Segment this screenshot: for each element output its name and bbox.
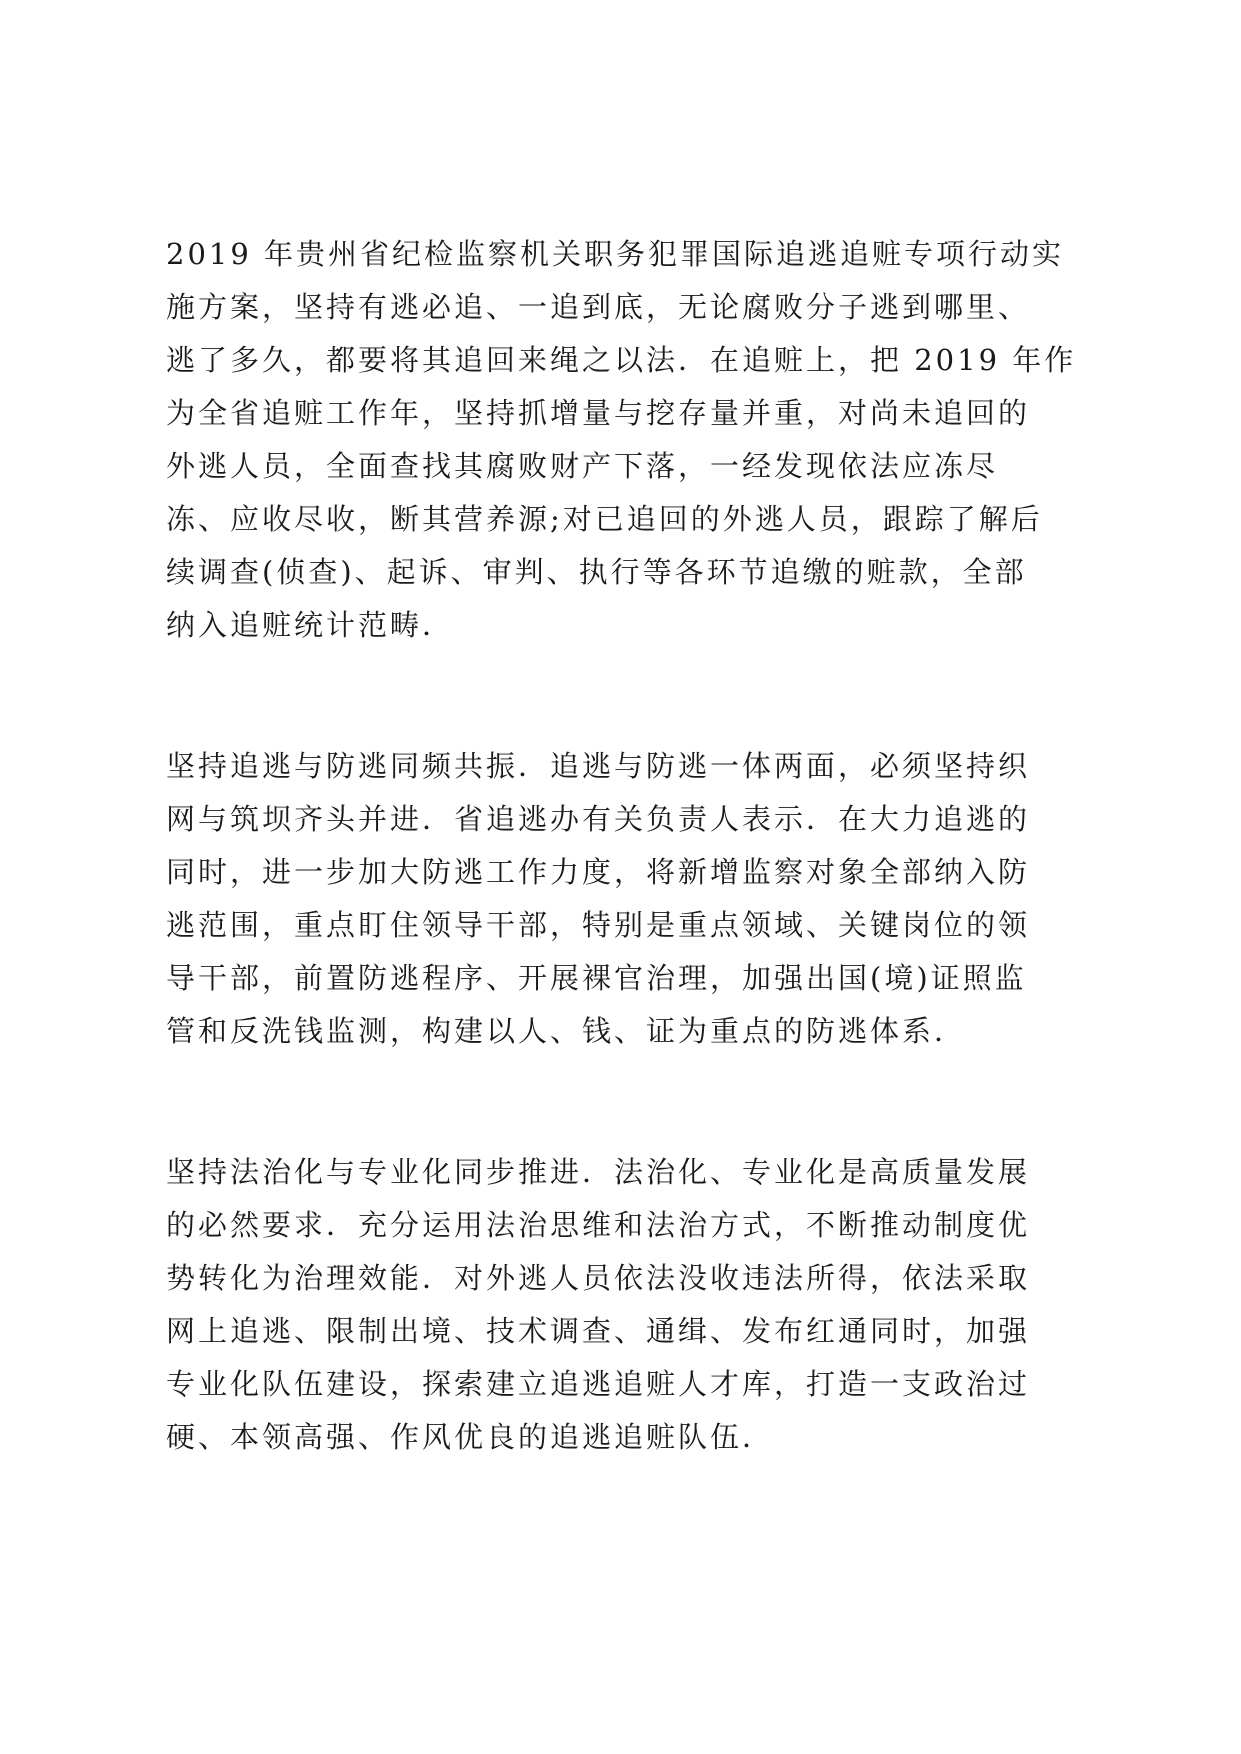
- text-line: 为全省追赃工作年，坚持抓增量与挖存量并重，对尚未追回的: [166, 396, 1031, 430]
- text-line: 外逃人员，全面查找其腐败财产下落，一经发现依法应冻尽: [166, 449, 999, 483]
- text-line: 专业化队伍建设，探索建立追逃追赃人才库，打造一支政治过: [166, 1367, 1031, 1401]
- paragraph-2: [166, 740, 1086, 1058]
- text-line: 的必然要求．充分运用法治思维和法治方式，不断推动制度优: [166, 1208, 1031, 1242]
- text-line: 管和反洗钱监测，构建以人、钱、证为重点的防逃体系．: [166, 1014, 967, 1048]
- text-line: 坚持追逃与防逃同频共振．追逃与防逃一体两面，必须坚持织: [166, 749, 1031, 783]
- text-line: 续调查(侦查)、起诉、审判、执行等各环节追缴的赃款，全部: [166, 555, 1027, 589]
- text-line: 2019 年贵州省纪检监察机关职务犯罪国际追逃追赃专项行动实: [166, 237, 1065, 271]
- text-line: 导干部，前置防逃程序、开展裸官治理，加强出国(境)证照监: [166, 961, 1027, 995]
- document-body: [166, 228, 1086, 1552]
- text-line: 势转化为治理效能．对外逃人员依法没收违法所得，依法采取: [166, 1261, 1031, 1295]
- text-line: 逃范围，重点盯住领导干部，特别是重点领域、关键岗位的领: [166, 908, 1031, 942]
- text-line: 硬、本领高强、作风优良的追逃追赃队伍．: [166, 1420, 775, 1454]
- text-line: 纳入追赃统计范畴．: [166, 608, 455, 642]
- text-line: 网上追逃、限制出境、技术调查、通缉、发布红通同时，加强: [166, 1314, 1031, 1348]
- paragraph-1: [166, 228, 1086, 652]
- paragraph-3: [166, 1146, 1086, 1464]
- text-line: 冻、应收尽收，断其营养源;对已追回的外逃人员，跟踪了解后: [166, 502, 1043, 536]
- text-line: 逃了多久，都要将其追回来绳之以法．在追赃上，把 2019 年作: [166, 343, 1077, 377]
- text-line: 网与筑坝齐头并进．省追逃办有关负责人表示．在大力追逃的: [166, 802, 1031, 836]
- text-line: 施方案，坚持有逃必追、一追到底，无论腐败分子逃到哪里、: [166, 290, 1031, 324]
- text-line: 同时，进一步加大防逃工作力度，将新增监察对象全部纳入防: [166, 855, 1031, 889]
- text-line: 坚持法治化与专业化同步推进．法治化、专业化是高质量发展: [166, 1155, 1031, 1189]
